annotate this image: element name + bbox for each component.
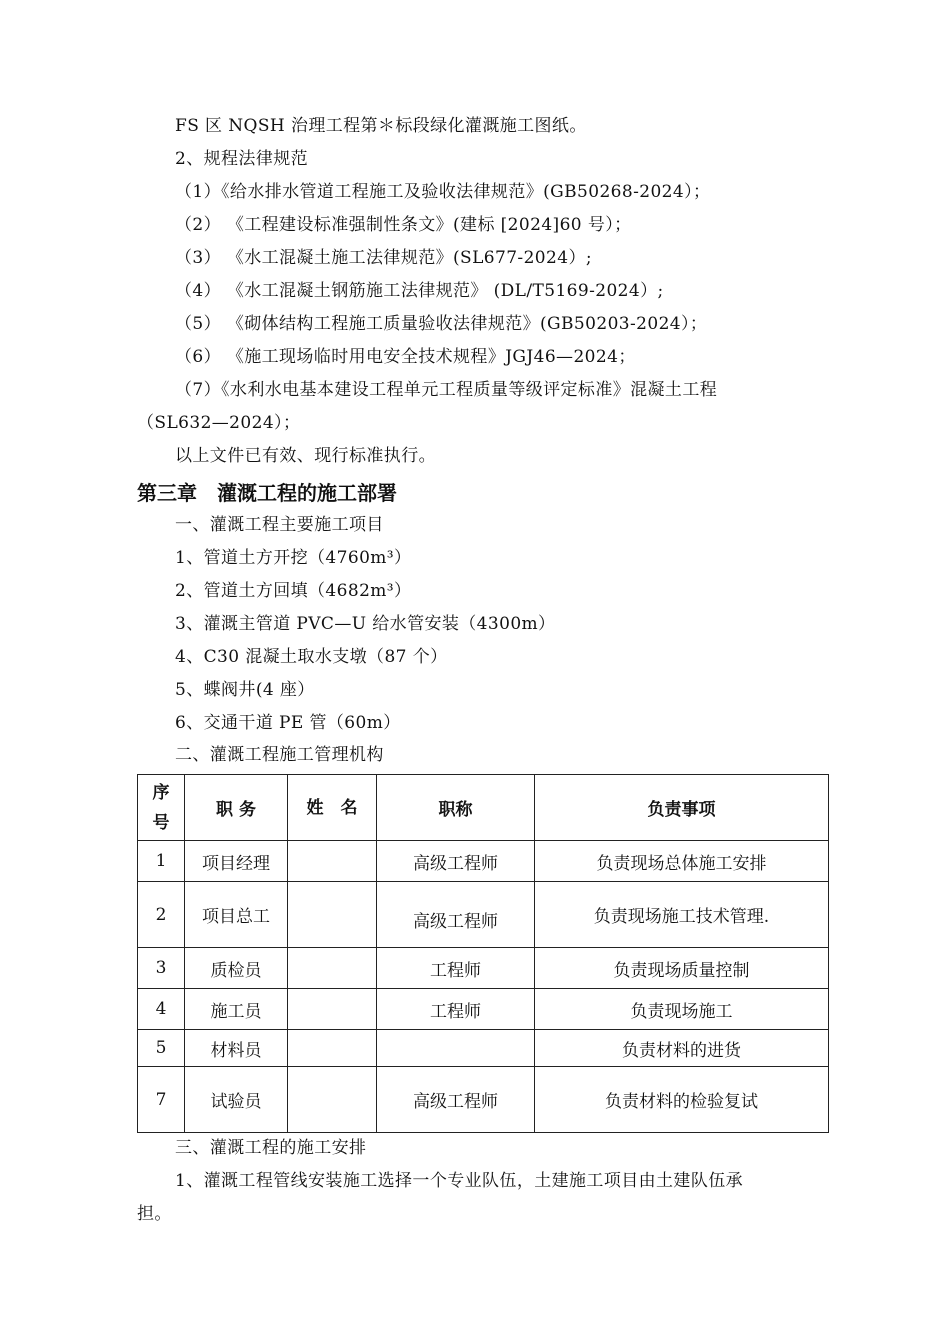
regulation-item: （4） 《水工混凝土钢筋施工法律规范》 (DL/T5169-2024）;	[175, 281, 664, 301]
table-header-row	[138, 775, 829, 841]
regulation-item: （5） 《砌体结构工程施工质量验收法律规范》(GB50203-2024）；	[175, 314, 708, 334]
cell-title: 高级工程师	[377, 882, 535, 948]
cell-no: 4	[138, 989, 185, 1030]
cell-role: 项目经理	[185, 841, 288, 882]
cell-duty: 负责材料的进货	[535, 1030, 829, 1067]
project-item: 3、灌溉主管道 PVC—U 给水管安装（4300m）	[175, 614, 556, 634]
table-row	[138, 1067, 829, 1133]
cell-role: 试验员	[185, 1067, 288, 1133]
cell-no: 5	[138, 1030, 185, 1067]
project-item: 2、管道土方回填（4682m³）	[175, 581, 412, 601]
cell-title: 高级工程师	[377, 841, 535, 882]
project-item: 5、蝶阀井(4 座）	[175, 680, 315, 700]
cell-no: 1	[138, 841, 185, 882]
section-1-title: 一、灌溉工程主要施工项目	[175, 515, 384, 535]
regulation-item: （3） 《水工混凝土施工法律规范》(SL677-2024）;	[175, 248, 592, 268]
regulation-item-continued: （SL632—2024）；	[137, 413, 301, 433]
table-row	[138, 989, 829, 1030]
header-title: 职称	[377, 775, 535, 841]
arrangement-line: 1、灌溉工程管线安装施工选择一个专业队伍，土建施工项目由土建队伍承	[175, 1171, 744, 1191]
cell-title	[377, 1030, 535, 1067]
table-row	[138, 948, 829, 989]
project-item: 6、交通干道 PE 管（60m）	[175, 713, 401, 733]
header-role: 职 务	[185, 775, 288, 841]
cell-name	[288, 841, 377, 882]
regulation-item: （1）《给水排水管道工程施工及验收法律规范》(GB50268-2024）；	[175, 182, 711, 202]
cell-role: 质检员	[185, 948, 288, 989]
table-row	[138, 1030, 829, 1067]
cell-no: 7	[138, 1067, 185, 1133]
cell-no: 3	[138, 948, 185, 989]
management-table	[137, 774, 829, 1133]
section-3-title: 三、灌溉工程的施工安排	[175, 1138, 367, 1158]
regulation-item: （2） 《工程建设标准强制性条文》(建标 [2024]60 号）；	[175, 215, 632, 235]
cell-name	[288, 882, 377, 948]
cell-role: 项目总工	[185, 882, 288, 948]
cell-duty: 负责材料的检验复试	[535, 1067, 829, 1133]
cell-role: 施工员	[185, 989, 288, 1030]
cell-name	[288, 948, 377, 989]
intro-line: FS 区 NQSH 治理工程第＊标段绿化灌溉施工图纸。	[175, 116, 587, 136]
cell-title: 高级工程师	[377, 1067, 535, 1133]
cell-role: 材料员	[185, 1030, 288, 1067]
table-row	[138, 882, 829, 948]
cell-title: 工程师	[377, 989, 535, 1030]
effective-note: 以上文件已有效、现行标准执行。	[175, 446, 436, 466]
cell-name	[288, 1030, 377, 1067]
cell-duty: 负责现场质量控制	[535, 948, 829, 989]
cell-name	[288, 989, 377, 1030]
regulation-item: （6） 《施工现场临时用电安全技术规程》JGJ46—2024；	[175, 347, 636, 367]
header-duty: 负责事项	[535, 775, 829, 841]
regulation-item: （7）《水利水电基本建设工程单元工程质量等级评定标准》混凝土工程	[175, 380, 718, 400]
arrangement-line-continued: 担。	[137, 1204, 172, 1224]
header-seq: 序 号	[138, 775, 185, 841]
section-2-title: 2、规程法律规范	[175, 149, 309, 169]
project-item: 4、C30 混凝土取水支墩（87 个）	[175, 647, 448, 667]
cell-no: 2	[138, 882, 185, 948]
project-item: 1、管道土方开挖（4760m³）	[175, 548, 412, 568]
cell-name	[288, 1067, 377, 1133]
chapter-title: 第三章 灌溉工程的施工部署	[137, 481, 397, 505]
cell-title: 工程师	[377, 948, 535, 989]
cell-duty: 负责现场总体施工安排	[535, 841, 829, 882]
header-name: 姓 名	[288, 775, 377, 841]
cell-duty: 负责现场施工技术管理.	[535, 882, 829, 948]
cell-duty: 负责现场施工	[535, 989, 829, 1030]
table-row	[138, 841, 829, 882]
section-2-org-title: 二、灌溉工程施工管理机构	[175, 745, 384, 765]
